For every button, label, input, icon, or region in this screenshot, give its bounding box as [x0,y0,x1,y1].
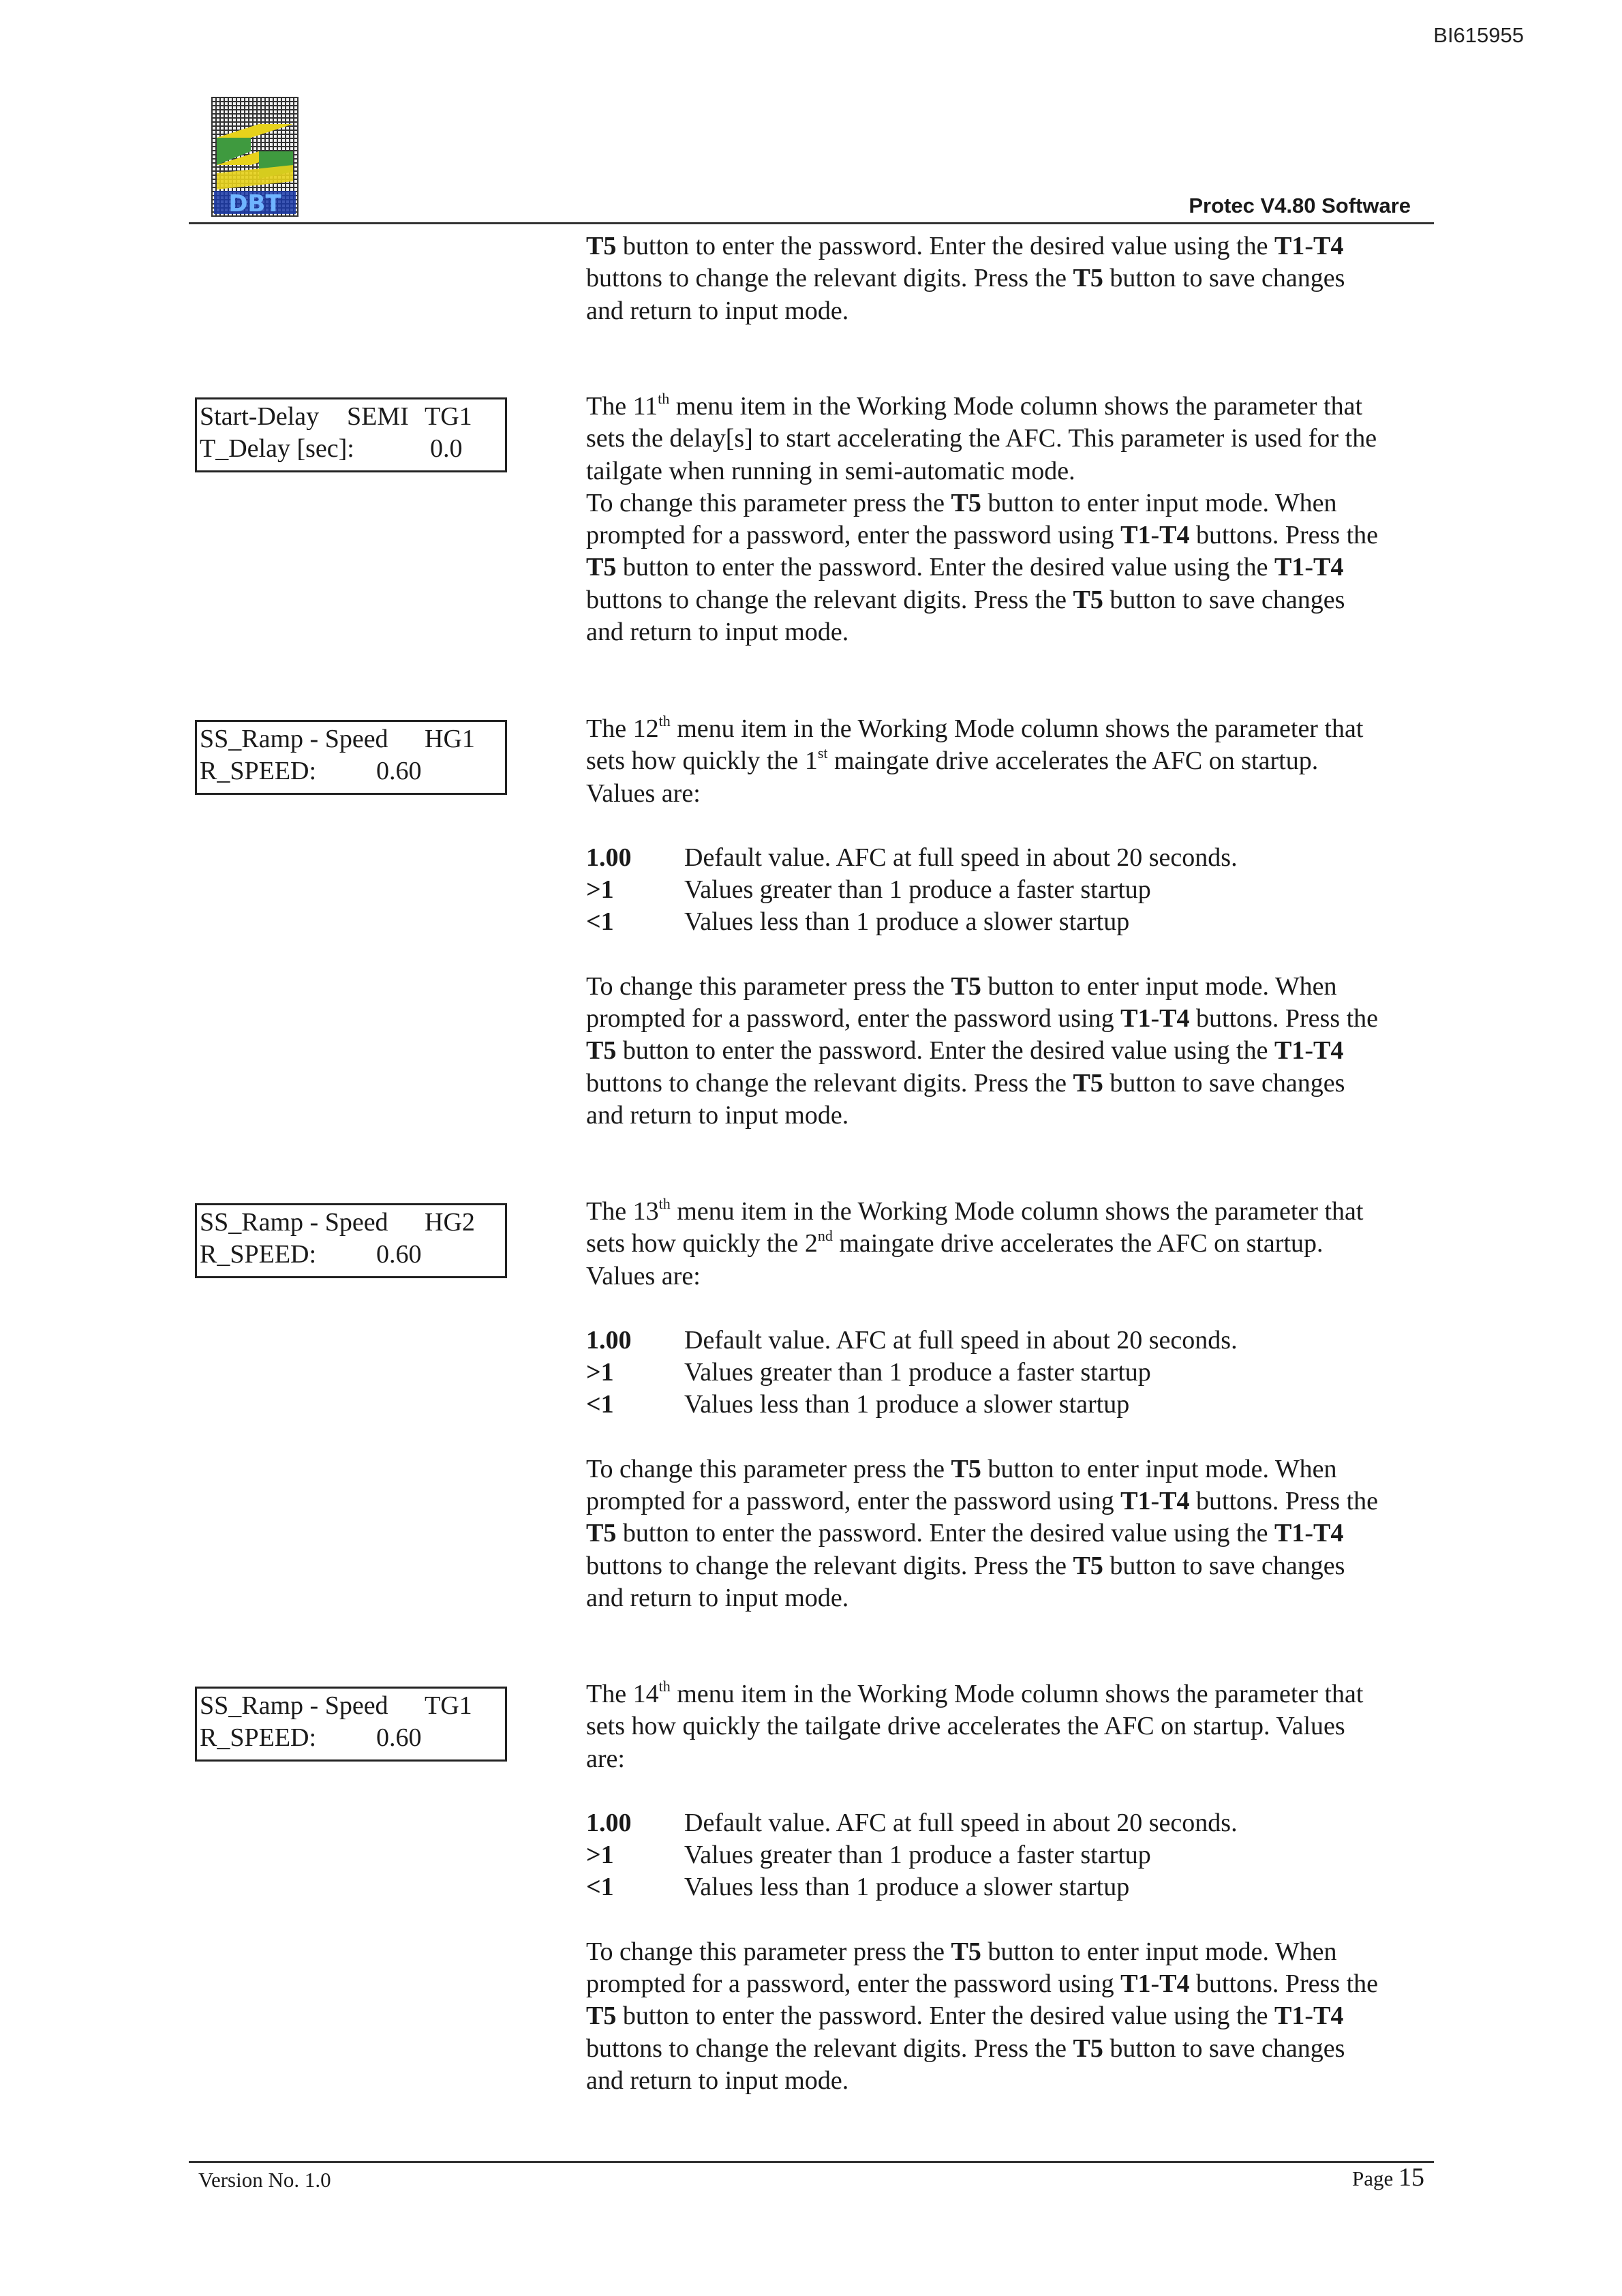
text-run: button to save changes [1103,1551,1345,1580]
text-run: prompted for a password, enter the password using [586,1004,1121,1033]
lcd-display-ss-ramp-tg1 [195,1687,507,1762]
values-row [586,1357,1445,1389]
button-name: T1 [1274,2002,1305,2031]
text-run: sets how quickly the tailgate drive accelerates the AFC on startup. Values [586,1712,1345,1741]
lcd-field: 0.60 [376,1240,422,1269]
instruction-line [586,584,1445,616]
button-name: T5 [951,1454,981,1483]
text-run: button to save changes [1103,2034,1345,2063]
text-run: sets how quickly the 1 [586,746,818,776]
spacer [586,939,1445,971]
instruction-line [586,616,1445,648]
logo-text: DBT [228,190,281,217]
spacer [586,1421,1445,1453]
section-intro-line [586,713,1445,745]
text-run: The [586,714,633,743]
button-name: T5 [586,2002,617,2031]
lcd-field: SS_Ramp - Speed [200,1208,388,1237]
text-run: - [1304,2002,1313,2031]
paragraph-line [586,230,1445,262]
button-name: T1 [1274,232,1305,260]
button-name: T4 [1159,1004,1190,1033]
lcd-field: R_SPEED: [200,757,317,785]
button-name: T5 [586,232,617,260]
text-run: and return to input mode. [586,296,849,325]
text-run: sets the delay[s] to start accelerating the AFC. This parameter is used for the [586,424,1377,453]
superscript: st [817,744,828,762]
section-intro-line [586,455,1445,487]
values-row [586,874,1445,906]
section-ss-ramp-hg1 [586,713,1445,1132]
text-run: - [1304,1519,1313,1548]
section-start-delay [586,391,1445,648]
text-run: - [1150,1969,1160,1999]
text-run: prompted for a password, enter the password using [586,1969,1121,1999]
value-key: >1 [586,1358,614,1387]
text-run: - [1150,1487,1160,1516]
lcd-line-1 [200,723,505,755]
instruction-line [586,1100,1445,1132]
section-intro-line [586,778,1445,810]
text-run: maingate drive accelerates the AFC on startup. [827,746,1319,776]
values-table [586,842,1445,939]
values-table [586,1807,1445,1904]
button-name: T5 [1073,585,1103,614]
lcd-field: 0.0 [430,434,463,463]
value-description: Default value. AFC at full speed in about 20 seconds. [684,1808,1238,1837]
text-run: - [1150,521,1160,550]
instruction-line [586,1485,1445,1517]
text-run: 14 [632,1680,659,1708]
value-description: Values less than 1 produce a slower startup [684,1390,1130,1419]
paragraph-line [586,295,1445,327]
text-run: buttons. Press the [1189,1004,1379,1033]
button-name: T1 [1120,1487,1151,1516]
value-description: Values less than 1 produce a slower startup [684,1873,1130,1902]
text-run: and return to input mode. [586,1100,849,1130]
text-run: 11 [632,392,658,421]
button-name: T4 [1159,1487,1190,1516]
value-key: <1 [586,1873,614,1902]
text-run: button to enter input mode. When [981,1454,1337,1483]
text-run: prompted for a password, enter the password using [586,1487,1121,1516]
lcd-field: HG1 [425,725,475,753]
instruction-line [586,519,1445,552]
lcd-field: R_SPEED: [200,1723,317,1752]
text-run: Values are: [586,1261,701,1290]
lcd-field: 0.60 [376,757,422,785]
spacer [586,810,1445,842]
section-intro-line [586,1196,1445,1228]
text-run: button to enter the password. Enter the desired value using the [616,553,1274,582]
text-run: To change this parameter press the [586,971,951,1001]
lcd-line-1 [200,1690,505,1722]
header-rule [189,222,1434,224]
value-key: >1 [586,1841,614,1870]
spacer [586,1775,1445,1807]
instruction-line [586,971,1445,1003]
superscript: nd [817,1227,833,1245]
button-name: T5 [586,1036,617,1066]
value-key: <1 [586,907,614,937]
text-run: To change this parameter press the [586,1454,951,1483]
text-run: prompted for a password, enter the password using [586,521,1121,550]
text-run: button to enter input mode. When [981,1937,1337,1966]
button-name: T4 [1313,2002,1344,2031]
version-label: Version No. 1.0 [198,2168,331,2192]
button-name: T5 [586,1519,617,1548]
text-run: button to enter the password. Enter the desired value using the [616,2002,1274,2031]
section-intro-line [586,1260,1445,1293]
lcd-field: SEMI [347,402,409,431]
text-run: buttons to change the relevant digits. Press the [586,264,1073,293]
lcd-line-1 [200,1207,505,1239]
section-intro-line [586,423,1445,455]
lcd-line-1 [200,401,505,433]
instruction-line [586,1517,1445,1550]
lcd-field: T_Delay [sec]: [200,434,354,463]
continuation-text [586,230,1445,327]
text-run: To change this parameter press the [586,1937,951,1966]
text-run: - [1304,553,1313,582]
text-run: - [1304,1036,1313,1066]
lcd-field: TG1 [425,1691,472,1720]
values-row [586,1871,1445,1903]
lcd-display-ss-ramp-hg2 [195,1203,507,1278]
instruction-line [586,1936,1445,1968]
dbt-logo [211,97,299,217]
lcd-field: HG2 [425,1208,475,1237]
value-description: Default value. AFC at full speed in about 20 seconds. [684,843,1238,872]
instruction-line [586,1582,1445,1614]
instruction-line [586,1035,1445,1067]
section-intro-line [586,745,1445,777]
text-run: and return to input mode. [586,1583,849,1612]
superscript: th [658,1195,671,1212]
text-run: buttons to change the relevant digits. Press the [586,2034,1073,2063]
lcd-field: R_SPEED: [200,1240,317,1269]
instruction-line [586,1003,1445,1035]
text-run: maingate drive accelerates the AFC on startup. [832,1229,1323,1258]
lcd-line-2 [200,433,505,465]
text-run: button to enter the password. Enter the desired value using the [616,1036,1274,1066]
text-run: buttons. Press the [1189,521,1379,550]
text-run: menu item in the Working Mode column shows the parameter that [670,714,1364,743]
button-name: T1 [1120,1004,1151,1033]
text-run: and return to input mode. [586,2066,849,2095]
values-row [586,1389,1445,1421]
instruction-line [586,487,1445,519]
instruction-line [586,552,1445,584]
paragraph-line [586,262,1445,294]
lcd-field: SS_Ramp - Speed [200,725,388,753]
value-key: <1 [586,1390,614,1419]
text-run: buttons. Press the [1189,1969,1379,1999]
text-run: 12 [632,714,659,743]
lcd-line-2 [200,755,505,787]
value-description: Default value. AFC at full speed in about 20 seconds. [684,1325,1238,1355]
value-key: >1 [586,875,614,905]
page-number: Page 15 [1351,2163,1424,2192]
button-name: T4 [1313,1519,1344,1548]
lcd-field: SS_Ramp - Speed [200,1691,388,1720]
lcd-field: TG1 [425,402,472,431]
value-description: Values greater than 1 produce a faster startup [684,1841,1151,1870]
values-row [586,1325,1445,1357]
instruction-line [586,1453,1445,1485]
text-run: sets how quickly the 2 [586,1229,818,1258]
section-intro-line [586,1678,1445,1710]
text-run: button to save changes [1103,585,1345,614]
values-row [586,1807,1445,1839]
button-name: T5 [951,488,981,517]
lcd-line-2 [200,1722,505,1754]
footer-rule [189,2161,1434,2163]
text-run: The [586,1680,633,1708]
text-run: button to enter input mode. When [981,971,1337,1001]
text-run: menu item in the Working Mode column shows the parameter that [669,392,1363,421]
values-row [586,1839,1445,1871]
lcd-field: 0.60 [376,1723,422,1752]
button-name: T5 [1073,2034,1103,2063]
button-name: T5 [1073,1068,1103,1098]
text-run: buttons to change the relevant digits. Press the [586,1068,1073,1098]
text-run: button to enter the password. Enter the desired value using the [616,232,1274,260]
lcd-field: Start-Delay [200,402,320,431]
section-intro-line [586,1710,1445,1742]
text-run: tailgate when running in semi-automatic mode. [586,456,1075,485]
superscript: th [658,390,670,407]
text-run: buttons to change the relevant digits. Press the [586,1551,1073,1580]
header-title: Protec V4.80 Software [1189,194,1411,217]
button-name: T1 [1120,521,1151,550]
text-run: The [586,392,633,421]
document-id: BI615955 [1433,23,1524,47]
text-run: Values are: [586,779,701,808]
value-description: Values greater than 1 produce a faster startup [684,875,1151,905]
button-name: T4 [1313,232,1344,260]
button-name: T4 [1159,521,1190,550]
values-row [586,906,1445,938]
text-run: menu item in the Working Mode column shows the parameter that [670,1197,1364,1226]
superscript: th [658,712,671,729]
spacer [586,1904,1445,1936]
instruction-line [586,1068,1445,1100]
button-name: T5 [951,971,981,1001]
button-name: T5 [586,553,617,582]
spacer [586,1293,1445,1325]
instruction-line [586,1550,1445,1582]
instruction-line [586,1968,1445,2000]
lcd-line-2 [200,1239,505,1271]
value-key: 1.00 [586,1325,632,1355]
text-run: button to enter input mode. When [981,488,1337,517]
superscript: th [658,1678,671,1695]
value-description: Values greater than 1 produce a faster startup [684,1358,1151,1387]
values-table [586,1325,1445,1421]
button-name: T1 [1274,553,1305,582]
section-ss-ramp-tg1 [586,1678,1445,2097]
button-name: T1 [1120,1969,1151,1999]
text-run: buttons to change the relevant digits. Press the [586,585,1073,614]
section-ss-ramp-hg2 [586,1196,1445,1614]
button-name: T1 [1274,1036,1305,1066]
text-run: 13 [632,1197,659,1226]
button-name: T4 [1313,553,1344,582]
instruction-line [586,2000,1445,2032]
value-description: Values less than 1 produce a slower startup [684,907,1130,937]
text-run: The [586,1197,633,1226]
section-intro-line [586,391,1445,423]
text-run: are: [586,1744,625,1773]
value-key: 1.00 [586,843,632,872]
lcd-display-start-delay [195,397,507,472]
text-run: and return to input mode. [586,618,849,647]
button-name: T4 [1159,1969,1190,1999]
values-row [586,842,1445,874]
text-run: menu item in the Working Mode column shows the parameter that [670,1680,1364,1708]
button-name: T4 [1313,1036,1344,1066]
button-name: T1 [1274,1519,1305,1548]
text-run: button to enter the password. Enter the desired value using the [616,1519,1274,1548]
text-run: To change this parameter press the [586,488,951,517]
button-name: T5 [1073,264,1103,293]
text-run: - [1150,1004,1160,1033]
button-name: T5 [1073,1551,1103,1580]
button-name: T5 [951,1937,981,1966]
instruction-line [586,2065,1445,2097]
text-run: - [1304,232,1313,260]
section-intro-line [586,1743,1445,1775]
text-run: buttons. Press the [1189,1487,1379,1516]
text-run: button to save changes [1103,1068,1345,1098]
instruction-line [586,2033,1445,2065]
value-key: 1.00 [586,1808,632,1837]
text-run: button to save changes [1103,264,1345,293]
lcd-display-ss-ramp-hg1 [195,720,507,795]
section-intro-line [586,1228,1445,1260]
